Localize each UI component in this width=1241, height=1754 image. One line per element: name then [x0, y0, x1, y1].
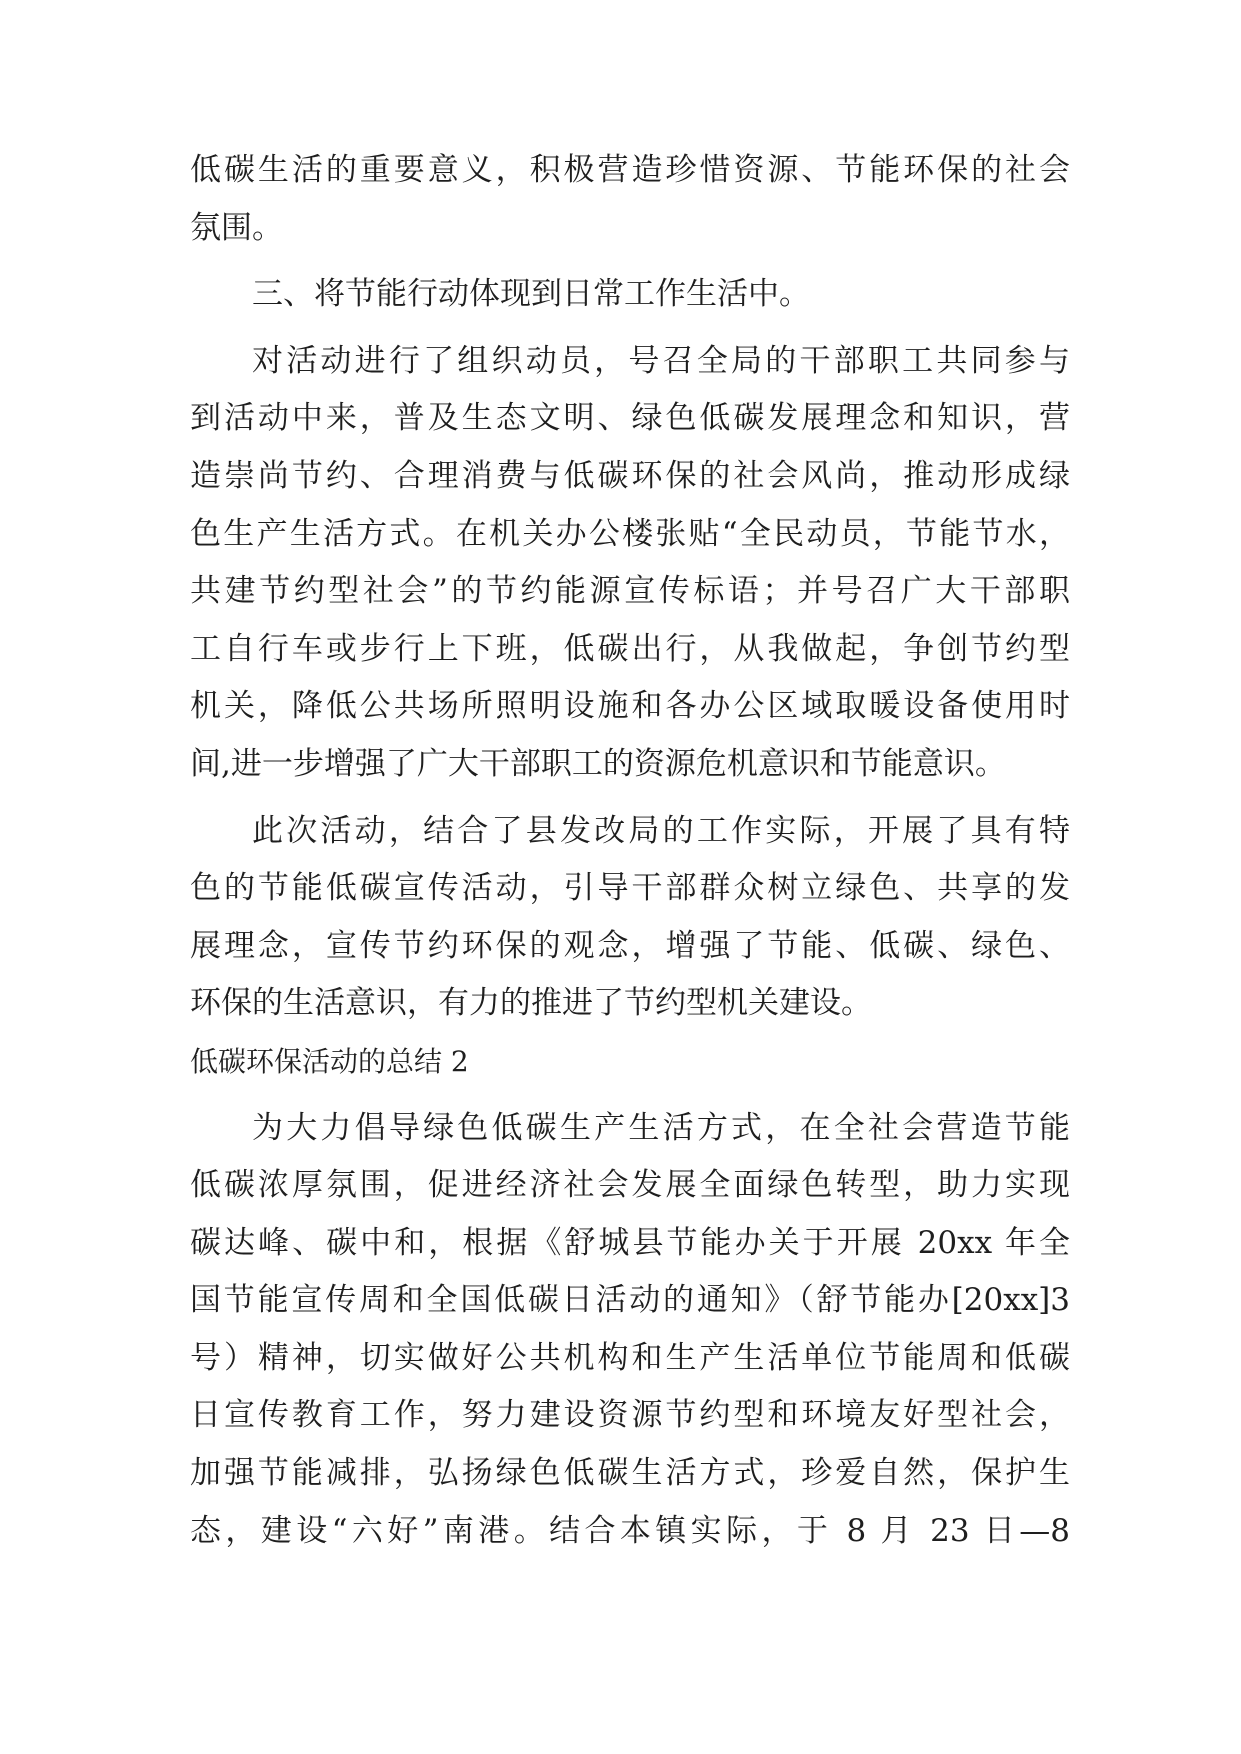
text-line: 加强节能减排，弘扬绿色低碳生活方式，珍爱自然，保护生	[190, 1455, 1070, 1492]
text-line: 为大力倡导绿色低碳生产生活方式，在全社会营造节能	[252, 1109, 1070, 1146]
paragraph-initiative	[190, 1100, 1070, 1561]
text-line: 国节能宣传周和全国低碳日活动的通知》（舒节能办[20xx]3	[190, 1282, 1070, 1319]
document-page	[190, 142, 1070, 1560]
text-line: 色生产生活方式。在机关办公楼张贴“全民动员，节能节水，	[190, 515, 1070, 552]
paragraph-continuation	[190, 142, 1070, 257]
text-line: 工自行车或步行上下班，低碳出行，从我做起，争创节约型	[190, 630, 1070, 667]
subtitle-text: 低碳环保活动的总结 2	[190, 1044, 469, 1078]
text-line: 态，建设“六好”南港。结合本镇实际，于 8 月 23 日—8	[190, 1512, 1070, 1549]
text-line: 环保的生活意识，有力的推进了节约型机关建设。	[190, 985, 872, 1022]
text-line: 低碳生活的重要意义，积极营造珍惜资源、节能环保的社会	[190, 152, 1070, 188]
text-line: 低碳浓厚氛围，促进经济社会发展全面绿色转型，助力实现	[190, 1167, 1070, 1204]
section-heading-three	[190, 266, 1070, 324]
text-line: 氛围。	[190, 209, 283, 246]
text-line: 三、将节能行动体现到日常工作生活中。	[252, 276, 810, 313]
text-line: 展理念，宣传节约环保的观念，增强了节能、低碳、绿色、	[190, 927, 1070, 964]
paragraph-summary	[190, 803, 1070, 1033]
text-line: 号）精神，切实做好公共机构和生产生活单位节能周和低碳	[190, 1339, 1070, 1376]
text-line: 色的节能低碳宣传活动，引导干部群众树立绿色、共享的发	[190, 870, 1070, 907]
text-line: 机关，降低公共场所照明设施和各办公区域取暖设备使用时	[190, 688, 1070, 725]
text-line: 日宣传教育工作，努力建设资源节约型和环境友好型社会，	[190, 1397, 1070, 1434]
text-line: 到活动中来，普及生态文明、绿色低碳发展理念和知识，营	[190, 400, 1070, 437]
text-line: 碳达峰、碳中和，根据《舒城县节能办关于开展 20xx 年全	[190, 1224, 1070, 1261]
text-line: 对活动进行了组织动员，号召全局的干部职工共同参与	[252, 342, 1070, 379]
document-subtitle	[190, 1033, 1070, 1091]
text-line: 造崇尚节约、合理消费与低碳环保的社会风尚，推动形成绿	[190, 457, 1070, 494]
paragraph-mobilization	[190, 333, 1070, 794]
text-line: 共建节约型社会”的节约能源宣传标语；并号召广大干部职	[190, 573, 1070, 610]
text-line: 此次活动，结合了县发改局的工作实际，开展了具有特	[252, 812, 1070, 849]
text-line: 间,进一步增强了广大干部职工的资源危机意识和节能意识。	[190, 745, 1006, 782]
